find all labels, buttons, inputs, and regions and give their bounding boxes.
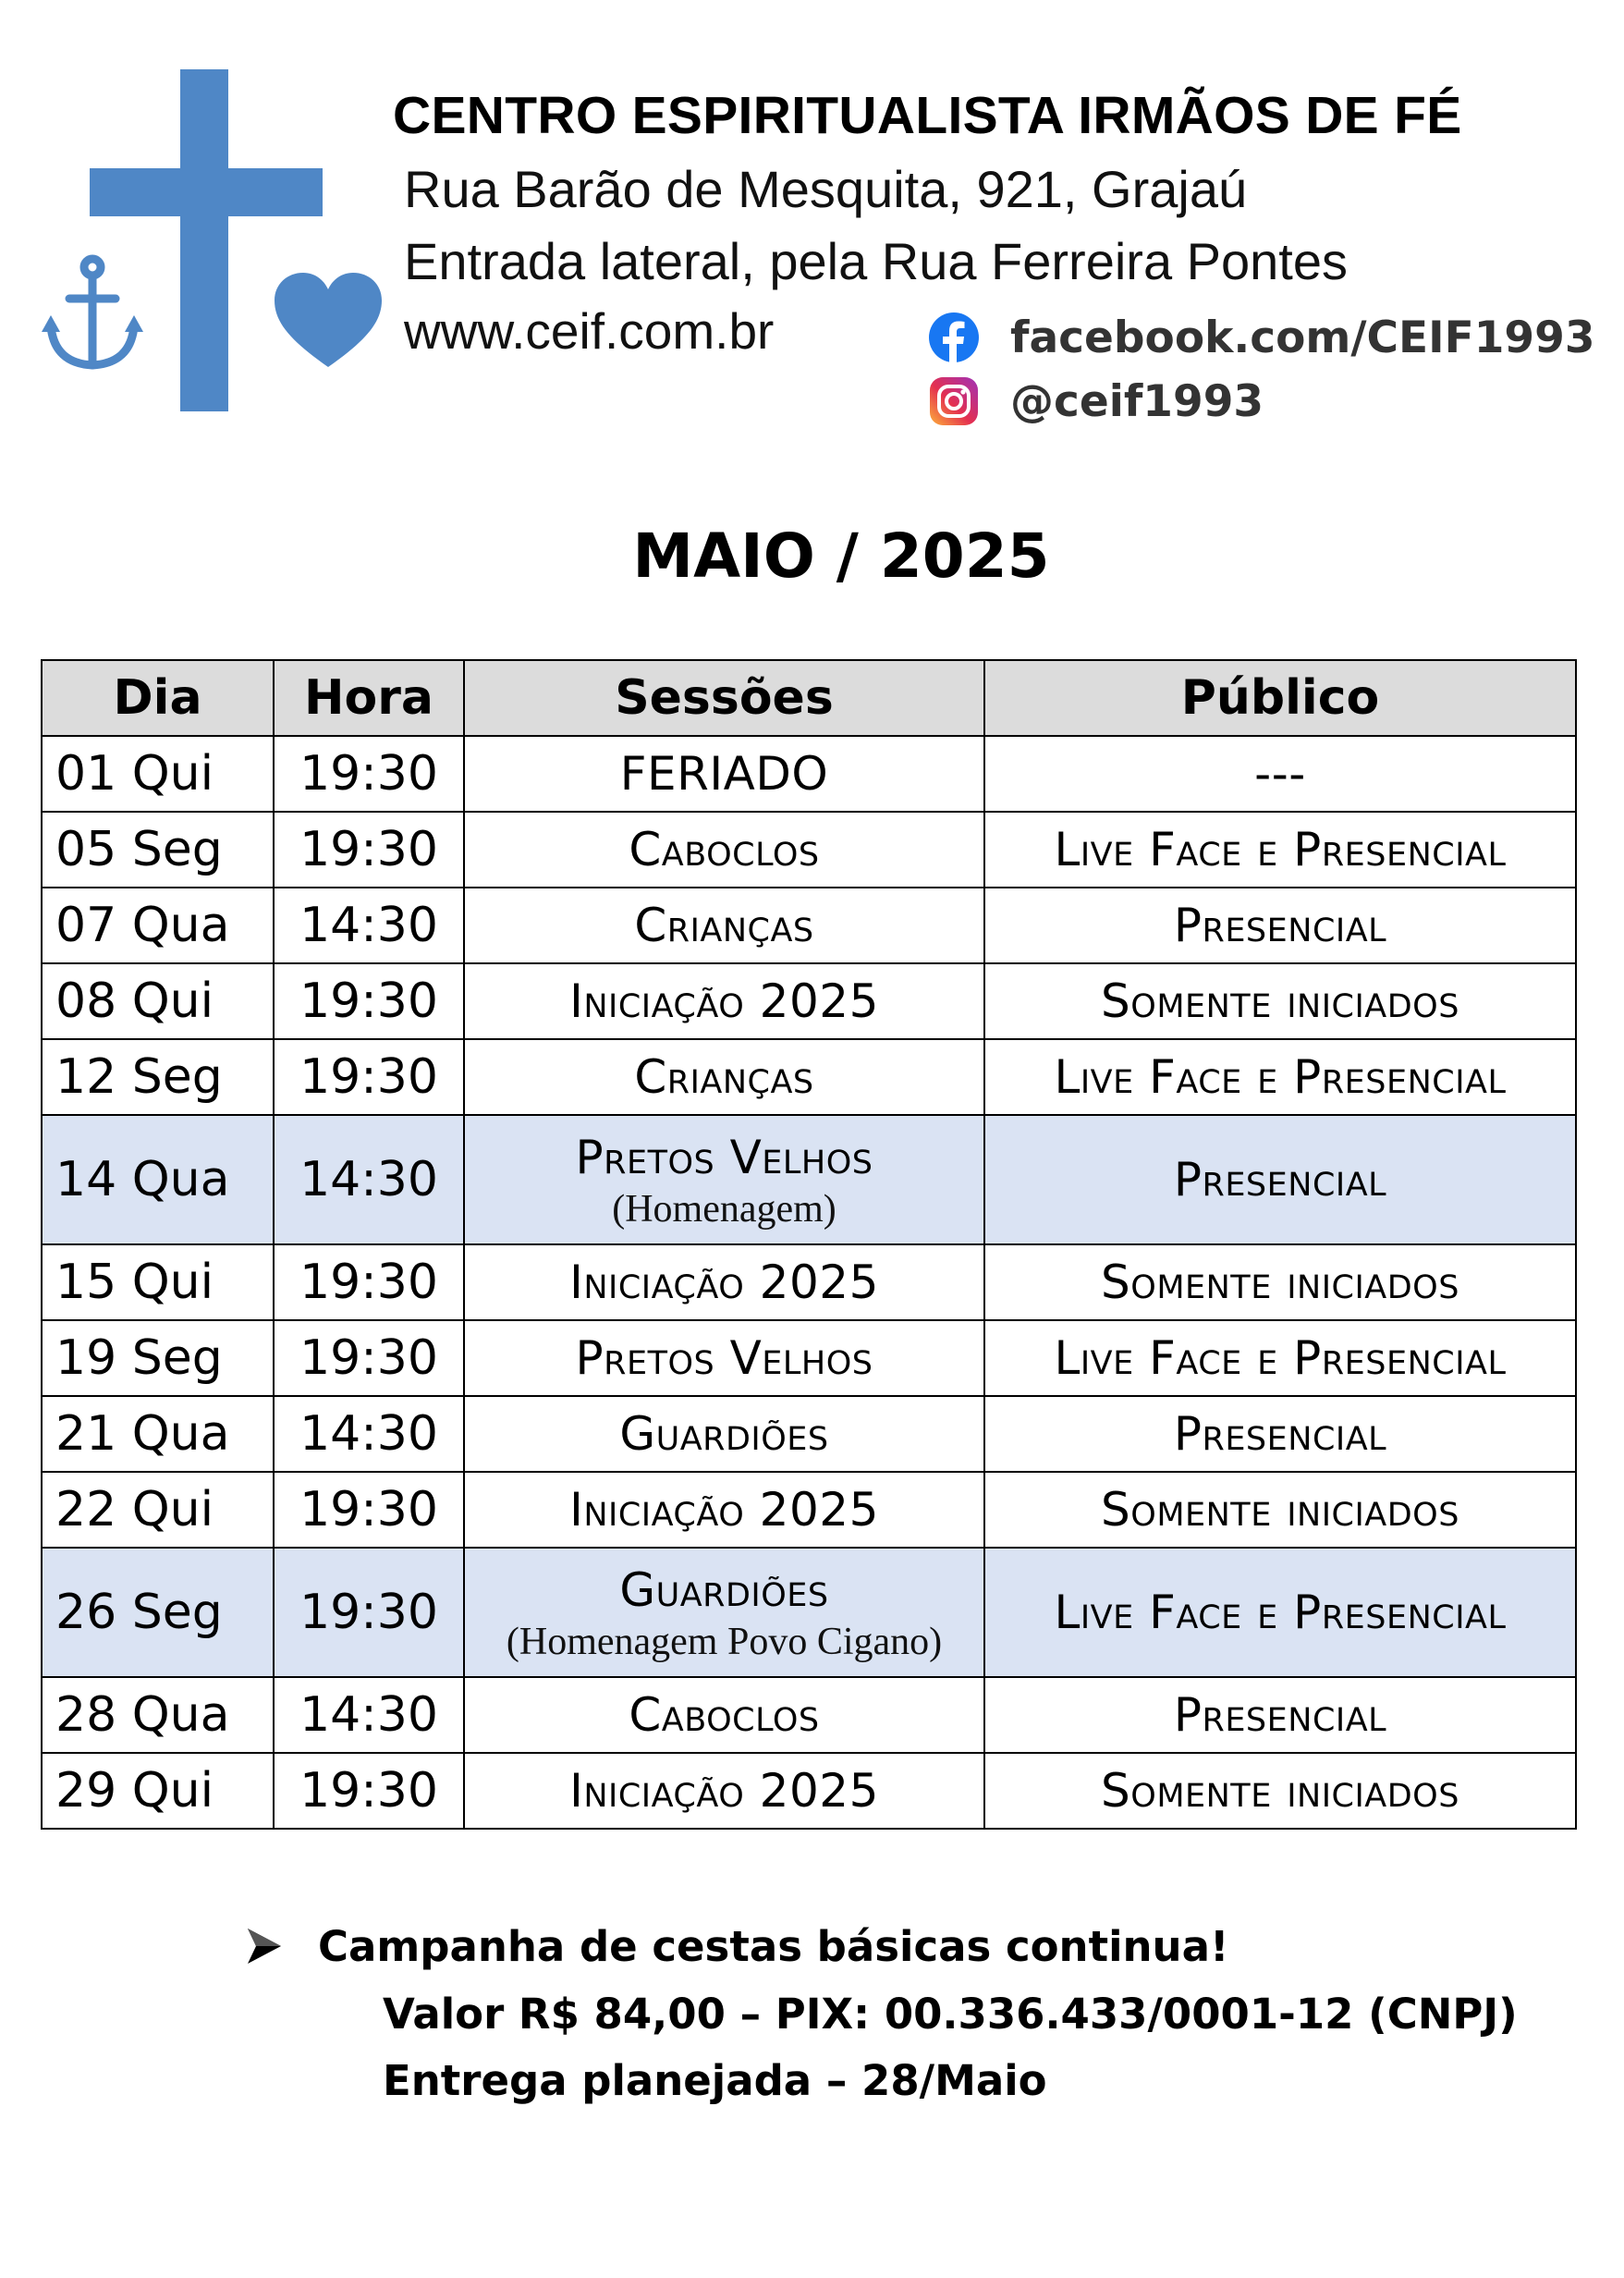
schedule-table: [41, 659, 1577, 1830]
cell-publico: Somente iniciados: [984, 1244, 1576, 1320]
cell-dia: 12 Seg: [42, 1039, 274, 1115]
cell-publico: Live Face e Presencial: [984, 812, 1576, 888]
cell-dia: 21 Qua: [42, 1396, 274, 1472]
table-row: [42, 1753, 1576, 1829]
sessao-name: Crianças: [634, 899, 814, 952]
cell-dia: 22 Qui: [42, 1472, 274, 1548]
cell-publico: Presencial: [984, 1115, 1576, 1244]
cell-publico: Presencial: [984, 1677, 1576, 1753]
campaign-delivery: Entrega planejada – 28/Maio: [383, 2056, 1047, 2105]
cell-sessao: [464, 1320, 984, 1396]
cell-publico: Somente iniciados: [984, 963, 1576, 1039]
table-row: [42, 736, 1576, 812]
cell-publico: Live Face e Presencial: [984, 1548, 1576, 1677]
sessao-name: Guardiões: [619, 1563, 829, 1617]
sessao-name: Iniciação 2025: [569, 1483, 879, 1537]
cell-sessao: [464, 1396, 984, 1472]
sessao-name: Caboclos: [629, 1688, 820, 1742]
cell-hora: 19:30: [274, 1039, 464, 1115]
instagram-handle: @ceif1993: [1010, 375, 1264, 427]
header-dia: Dia: [42, 660, 274, 736]
facebook-link[interactable]: [929, 312, 1595, 363]
table-row: [42, 1039, 1576, 1115]
cell-sessao: [464, 963, 984, 1039]
cell-publico: Presencial: [984, 1396, 1576, 1472]
cell-sessao: [464, 1548, 984, 1677]
cell-hora: 19:30: [274, 736, 464, 812]
table-row: [42, 1396, 1576, 1472]
cell-dia: 14 Qua: [42, 1115, 274, 1244]
campaign-value: Valor R$ 84,00 – PIX: 00.336.433/0001-12 (CNPJ): [383, 1990, 1518, 2039]
sessao-note: (Homenagem Povo Cigano): [506, 1621, 943, 1663]
cell-publico: ---: [984, 736, 1576, 812]
cell-sessao: [464, 736, 984, 812]
table-row: [42, 1548, 1576, 1677]
cell-dia: 15 Qui: [42, 1244, 274, 1320]
page-title: MAIO / 2025: [632, 521, 1050, 592]
sessao-name: Iniciação 2025: [569, 974, 879, 1028]
cell-sessao: [464, 1677, 984, 1753]
heart-icon: [273, 271, 384, 371]
cell-publico: Live Face e Presencial: [984, 1320, 1576, 1396]
cell-sessao: [464, 1244, 984, 1320]
table-row: [42, 963, 1576, 1039]
cell-dia: 07 Qua: [42, 888, 274, 963]
sessao-name: Pretos Velhos: [575, 1131, 873, 1184]
cell-sessao: [464, 888, 984, 963]
table-row: [42, 1472, 1576, 1548]
sessao-name: Pretos Velhos: [575, 1331, 873, 1385]
organization-name: CENTRO ESPIRITUALISTA IRMÃOS DE FÉ: [393, 86, 1462, 145]
cell-hora: 19:30: [274, 812, 464, 888]
instagram-link[interactable]: [929, 375, 1264, 427]
cell-dia: 01 Qui: [42, 736, 274, 812]
cell-sessao: [464, 812, 984, 888]
cell-hora: 14:30: [274, 1115, 464, 1244]
arrow-bullet-icon: [248, 1929, 281, 1964]
cross-icon: [180, 69, 228, 411]
table-row: [42, 1244, 1576, 1320]
sessao-name: Caboclos: [629, 823, 820, 876]
logo: [42, 69, 393, 421]
cell-hora: 19:30: [274, 1472, 464, 1548]
cell-publico: Live Face e Presencial: [984, 1039, 1576, 1115]
cell-dia: 29 Qui: [42, 1753, 274, 1829]
anchor-icon: [42, 254, 143, 374]
cell-hora: 14:30: [274, 1396, 464, 1472]
cell-dia: 26 Seg: [42, 1548, 274, 1677]
table-row: [42, 1677, 1576, 1753]
cell-publico: Presencial: [984, 888, 1576, 963]
facebook-icon: [929, 312, 979, 362]
cell-sessao: [464, 1472, 984, 1548]
sessao-name: FERIADO: [619, 747, 829, 801]
campaign-notice: [248, 1918, 1518, 2114]
cell-publico: Somente iniciados: [984, 1753, 1576, 1829]
header-hora: Hora: [274, 660, 464, 736]
header-sessoes: Sessões: [464, 660, 984, 736]
cell-dia: 08 Qui: [42, 963, 274, 1039]
cell-hora: 19:30: [274, 1753, 464, 1829]
campaign-title: Campanha de cestas básicas continua!: [318, 1921, 1229, 1971]
table-header-row: [42, 660, 1576, 736]
cell-hora: 19:30: [274, 1548, 464, 1677]
table-row: [42, 1320, 1576, 1396]
cell-dia: 19 Seg: [42, 1320, 274, 1396]
sessao-note: (Homenagem): [612, 1188, 836, 1231]
sessao-name: Iniciação 2025: [569, 1764, 879, 1818]
instagram-icon: [929, 376, 979, 426]
table-row: [42, 812, 1576, 888]
cell-dia: 05 Seg: [42, 812, 274, 888]
cross-icon-bar: [90, 168, 323, 216]
cell-hora: 19:30: [274, 1244, 464, 1320]
cell-hora: 14:30: [274, 1677, 464, 1753]
sessao-name: Iniciação 2025: [569, 1255, 879, 1309]
facebook-handle: facebook.com/CEIF1993: [1010, 312, 1595, 363]
website-link[interactable]: www.ceif.com.br: [404, 302, 775, 360]
cell-sessao: [464, 1039, 984, 1115]
cell-publico: Somente iniciados: [984, 1472, 1576, 1548]
cell-hora: 19:30: [274, 963, 464, 1039]
cell-dia: 28 Qua: [42, 1677, 274, 1753]
sessao-name: Crianças: [634, 1050, 814, 1104]
table-row: [42, 1115, 1576, 1244]
cell-sessao: [464, 1115, 984, 1244]
cell-hora: 19:30: [274, 1320, 464, 1396]
table-row: [42, 888, 1576, 963]
cell-sessao: [464, 1753, 984, 1829]
sessao-name: Guardiões: [619, 1407, 829, 1461]
address-line-entrance: Entrada lateral, pela Rua Ferreira Pontes: [404, 232, 1348, 290]
address-line: Rua Barão de Mesquita, 921, Grajaú: [404, 160, 1248, 218]
header-publico: Público: [984, 660, 1576, 736]
cell-hora: 14:30: [274, 888, 464, 963]
